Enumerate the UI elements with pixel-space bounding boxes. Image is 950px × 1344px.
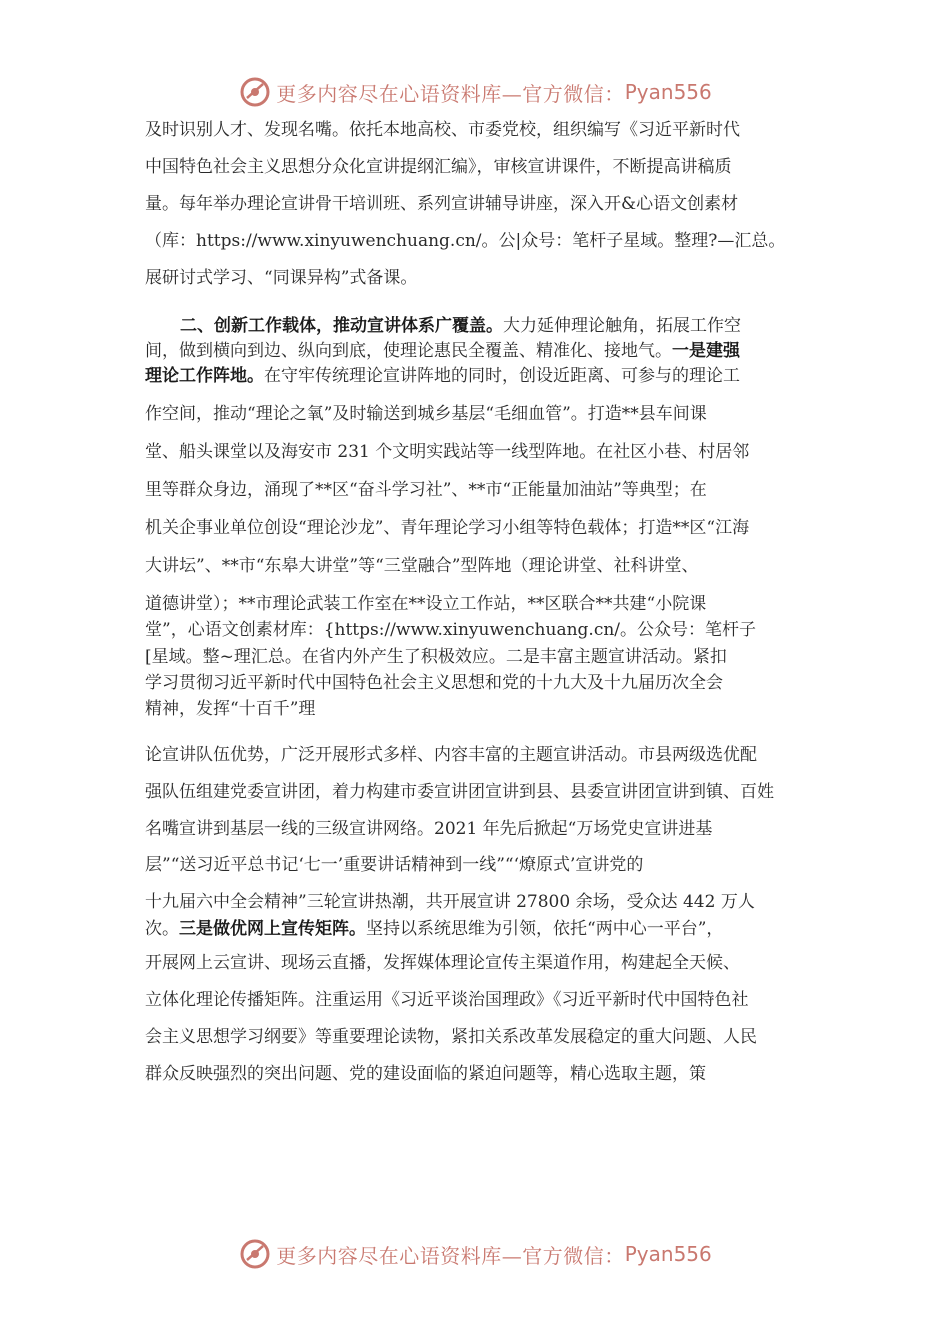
text-line: 里等群众身边，涌现了**区“奋斗学习社”、**市“正能量加油站”等典型；在 [145,480,707,500]
text-line: 堂”，心语文创素材库：{https://www.xinyuwenchuang.cn/。公众号：笔杆子 [145,620,757,640]
footer-wechat-id: Pyan556 [624,1242,712,1266]
text-line: 理论工作阵地。在守牢传统理论宣讲阵地的同时，创设近距离、可参与的理论工 [145,366,740,386]
text-line: 论宣讲队伍优势，广泛开展形式多样、内容丰富的主题宣讲活动。市县两级选优配 [145,745,757,765]
text-line: （库：https://www.xinyuwenchuang.cn/。公|众号：笔杆子星域。整理?—汇总。 [145,231,786,251]
logo-icon [238,75,272,109]
text-line: 展研讨式学习、“同课异构”式备课。 [145,268,418,288]
text-line: 大讲坛”、**市“东皋大讲堂”等“三堂融合”型阵地（理论讲堂、社科讲堂、 [145,556,699,576]
text-line: 精神，发挥“十百千”理 [145,699,316,719]
text-line: 及时识别人才、发现名嘴。依托本地高校、市委党校，组织编写《习近平新时代 [145,120,740,140]
header-banner [0,72,950,112]
text-line: 群众反映强烈的突出问题、党的建设面临的紧迫问题等，精心选取主题，策 [145,1064,706,1084]
text-line: 次。三是做优网上宣传矩阵。坚持以系统思维为引领，依托“两中心一平台”， [145,919,724,939]
footer-banner [0,1234,950,1274]
text-line: 强队伍组建党委宣讲团，着力构建市委宣讲团宣讲到县、县委宣讲团宣讲到镇、百姓 [145,782,774,802]
header-wechat-id: Pyan556 [624,80,712,104]
text-line: 道德讲堂）；**市理论武装工作室在**设立工作站，**区联合**共建“小院课 [145,594,707,614]
text-line: 会主义思想学习纲要》等重要理论读物，紧扣关系改革发展稳定的重大问题、人民 [145,1027,757,1047]
subheading: 三是做优网上宣传矩阵。 [179,919,366,939]
logo-icon [238,1237,272,1271]
header-text: 更多内容尽在心语资料库—官方微信： [276,81,625,106]
text-line: 层”“送习近平总书记‘七一’重要讲话精神到一线”“‘燎原式’宣讲党的 [145,855,644,875]
text-line: [星域。整~理汇总。在省内外产生了积极效应。二是丰富主题宣讲活动。紧扣 [145,647,727,667]
text-line: 十九届六中全会精神”三轮宣讲热潮，共开展宣讲 27800 余场，受众达 442 万人 [145,892,755,912]
text-line: 机关企事业单位创设“理论沙龙”、青年理论学习小组等特色载体；打造**区“江海 [145,518,750,538]
text-line: 量。每年举办理论宣讲骨干培训班、系列宣讲辅导讲座，深入开&心语文创素材 [145,194,739,214]
text-line: 堂、船头课堂以及海安市 231 个文明实践站等一线型阵地。在社区小巷、村居邻 [145,442,750,462]
text-line: 学习贯彻习近平新时代中国特色社会主义思想和党的十九大及十九届历次全会 [145,673,723,693]
text-line: 二、创新工作载体，推动宣讲体系广覆盖。大力延伸理论触角，拓展工作空 [180,316,741,336]
text-line: 中国特色社会主义思想分众化宣讲提纲汇编》，审核宣讲课件，不断提高讲稿质 [145,157,732,177]
subheading: 理论工作阵地。 [145,366,264,386]
text-line: 开展网上云宣讲、现场云直播，发挥媒体理论宣传主渠道作用，构建起全天候、 [145,953,740,973]
text-line: 作空间，推动“理论之氧”及时输送到城乡基层“毛细血管”。打造**县车间课 [145,404,707,424]
text-line: 间，做到横向到边、纵向到底，使理论惠民全覆盖、精准化、接地气。一是建强 [145,341,740,361]
text-line: 立体化理论传播矩阵。注重运用《习近平谈治国理政》《习近平新时代中国特色社 [145,990,749,1010]
footer-text: 更多内容尽在心语资料库—官方微信： [276,1243,625,1268]
subheading: 一是建强 [672,341,740,361]
text-line: 名嘴宣讲到基层一线的三级宣讲网络。2021 年先后掀起“万场党史宣讲进基 [145,819,713,839]
section-heading: 二、创新工作载体，推动宣讲体系广覆盖。 [180,316,503,336]
